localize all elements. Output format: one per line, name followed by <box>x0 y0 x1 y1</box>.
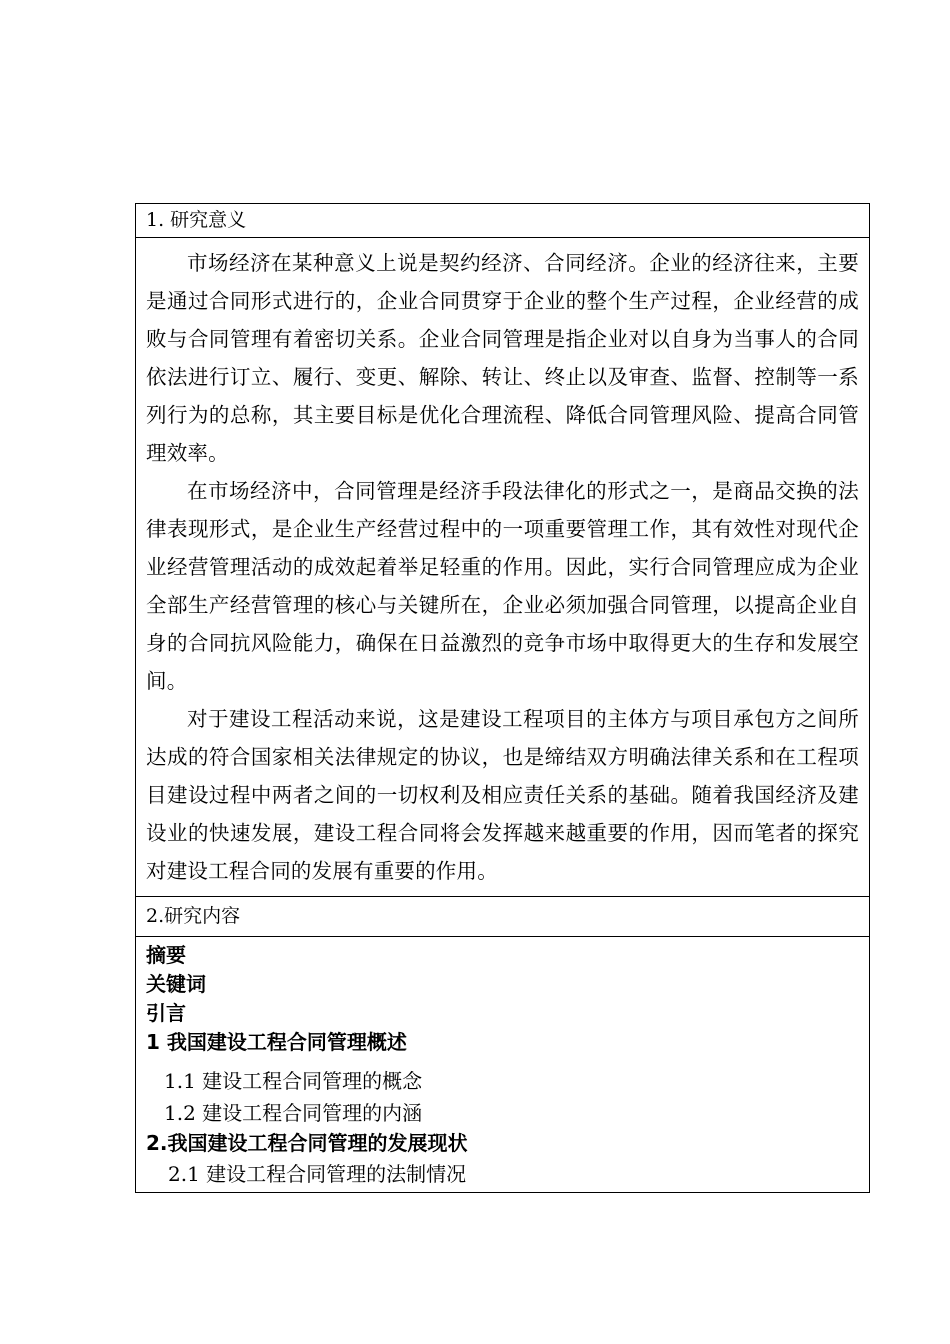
outline-1-1: 1.1 建设工程合同管理的概念 <box>164 1069 423 1093</box>
outline-intro: 引言 <box>146 1001 186 1025</box>
section-2-heading-cell <box>136 897 870 937</box>
outline-chapter-2: 2.我国建设工程合同管理的发展现状 <box>146 1131 468 1155</box>
proposal-table <box>135 203 870 1193</box>
section-2-outline-cell <box>136 937 870 1193</box>
outline-1-2: 1.2 建设工程合同管理的内涵 <box>164 1101 423 1125</box>
section-2-heading: 2.研究内容 <box>146 905 241 927</box>
outline-keywords: 关键词 <box>146 972 206 996</box>
section-1-heading-cell <box>136 204 870 238</box>
paragraph-2: 在市场经济中，合同管理是经济手段法律化的形式之一，是商品交换的法律表现形式，是企业生产经营过程中的一项重要管理工作，其有效性对现代企业经营管理活动的成效起着举足轻重的作用。因此，实行合同管理应成为企业全部生产经营管理的核心与关键所在，企业必须加强合同管理，以提高企业自身的合同抗风险能力，确保在日益激烈的竞争市场中取得更大的生存和发展空间。 <box>146 479 859 693</box>
section-1-body-cell <box>136 238 870 897</box>
paragraph-1: 市场经济在某种意义上说是契约经济、合同经济。企业的经济往来，主要是通过合同形式进行的，企业合同贯穿于企业的整个生产过程，企业经营的成败与合同管理有着密切关系。企业合同管理是指企业对以自身为当事人的合同依法进行订立、履行、变更、解除、转让、终止以及审查、监督、控制等一系列行为的总称，其主要目标是优化合理流程、降低合同管理风险、提高合同管理效率。 <box>146 251 859 465</box>
section-1-heading: 1. 研究意义 <box>146 209 247 231</box>
paragraph-3: 对于建设工程活动来说，这是建设工程项目的主体方与项目承包方之间所达成的符合国家相关法律规定的协议，也是缔结双方明确法律关系和在工程项目建设过程中两者之间的一切权利及相应责任关系的基础。随着我国经济及建设业的快速发展，建设工程合同将会发挥越来越重要的作用，因而笔者的探究对建设工程合同的发展有重要的作用。 <box>146 707 859 883</box>
outline-2-1: 2.1 建设工程合同管理的法制情况 <box>168 1162 467 1186</box>
outline-chapter-1: 1 我国建设工程合同管理概述 <box>146 1030 407 1054</box>
outline-abstract: 摘要 <box>146 943 186 967</box>
